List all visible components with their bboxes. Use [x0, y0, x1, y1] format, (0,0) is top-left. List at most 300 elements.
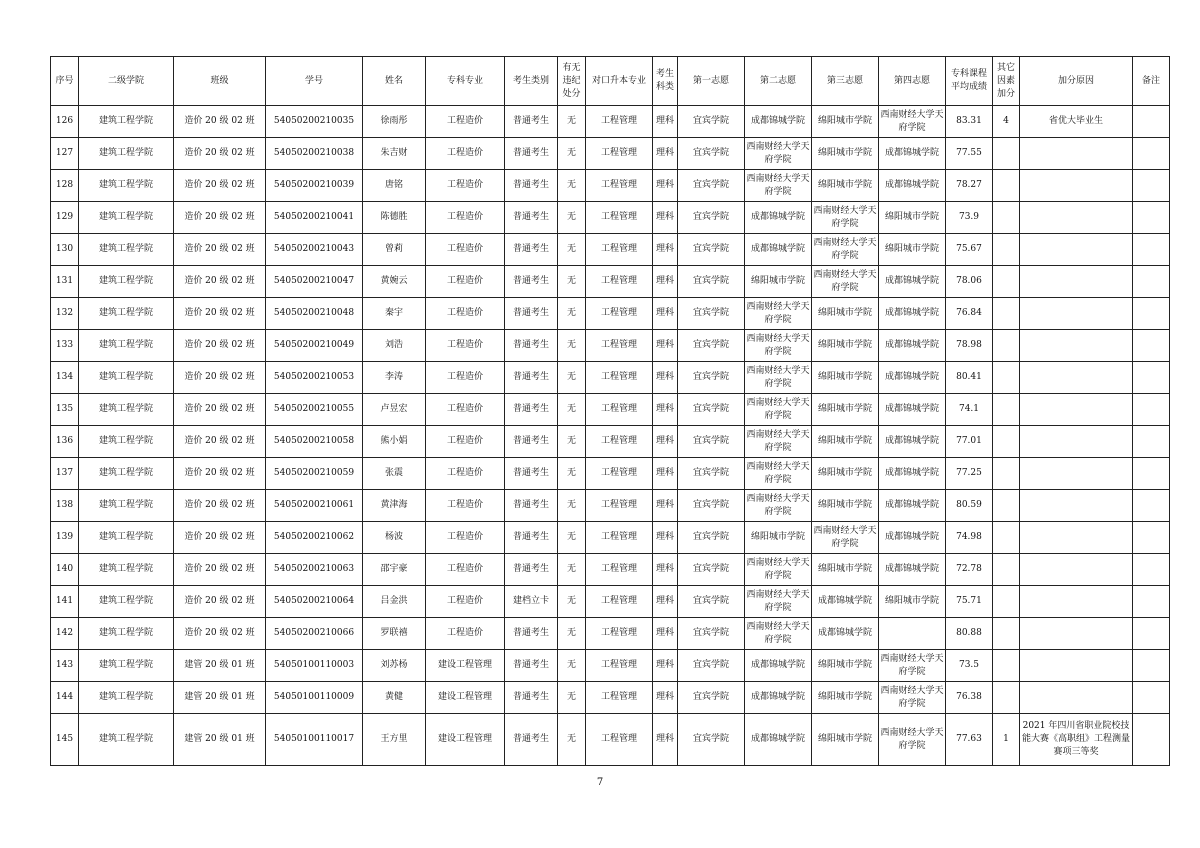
table-cell: 建筑工程学院 — [79, 554, 174, 586]
table-cell: 宜宾学院 — [678, 298, 745, 330]
table-cell — [993, 426, 1020, 458]
table-cell: 成都锦城学院 — [745, 682, 812, 714]
table-cell: 无 — [558, 490, 586, 522]
table-cell: 54050100110009 — [266, 682, 363, 714]
table-cell: 工程造价 — [426, 522, 505, 554]
table-cell: 建筑工程学院 — [79, 586, 174, 618]
table-cell: 工程造价 — [426, 234, 505, 266]
table-cell — [993, 138, 1020, 170]
table-cell — [1133, 330, 1170, 362]
table-cell: 成都锦城学院 — [879, 522, 946, 554]
table-cell: 宜宾学院 — [678, 170, 745, 202]
table-cell: 54050200210041 — [266, 202, 363, 234]
column-header: 序号 — [51, 57, 79, 106]
table-cell: 77.25 — [946, 458, 993, 490]
table-cell — [1020, 362, 1133, 394]
table-cell: 145 — [51, 714, 79, 766]
table-cell: 工程造价 — [426, 266, 505, 298]
table-cell: 普通考生 — [505, 714, 558, 766]
table-cell — [1020, 554, 1133, 586]
table-cell: 造价 20 级 02 班 — [174, 202, 266, 234]
table-cell: 139 — [51, 522, 79, 554]
table-cell: 54050200210053 — [266, 362, 363, 394]
table-cell: 黄婉云 — [363, 266, 426, 298]
table-cell: 72.78 — [946, 554, 993, 586]
table-cell: 西南财经大学天府学院 — [812, 234, 879, 266]
column-header: 二级学院 — [79, 57, 174, 106]
table-cell: 造价 20 级 02 班 — [174, 458, 266, 490]
table-cell: 建筑工程学院 — [79, 138, 174, 170]
table-cell: 成都锦城学院 — [879, 138, 946, 170]
table-cell: 80.41 — [946, 362, 993, 394]
table-cell: 西南财经大学天府学院 — [812, 266, 879, 298]
table-cell: 54050100110017 — [266, 714, 363, 766]
table-row — [51, 490, 1170, 522]
table-cell: 75.71 — [946, 586, 993, 618]
table-cell: 普通考生 — [505, 138, 558, 170]
table-cell — [993, 362, 1020, 394]
table-cell: 建筑工程学院 — [79, 234, 174, 266]
table-cell: 工程造价 — [426, 106, 505, 138]
table-cell: 杨波 — [363, 522, 426, 554]
table-cell: 徐雨彤 — [363, 106, 426, 138]
table-cell: 工程管理 — [586, 682, 653, 714]
table-cell: 工程管理 — [586, 170, 653, 202]
header-row — [51, 57, 1170, 106]
table-cell: 54050200210038 — [266, 138, 363, 170]
table-cell — [993, 554, 1020, 586]
table-row — [51, 138, 1170, 170]
table-cell: 54050200210061 — [266, 490, 363, 522]
table-cell: 普通考生 — [505, 490, 558, 522]
table-cell: 绵阳城市学院 — [812, 298, 879, 330]
table-cell: 工程管理 — [586, 234, 653, 266]
table-cell: 普通考生 — [505, 106, 558, 138]
table-cell: 造价 20 级 02 班 — [174, 426, 266, 458]
table-cell: 无 — [558, 618, 586, 650]
table-cell: 工程造价 — [426, 298, 505, 330]
table-cell: 普通考生 — [505, 298, 558, 330]
table-cell: 建筑工程学院 — [79, 714, 174, 766]
table-cell: 普通考生 — [505, 362, 558, 394]
column-header: 对口升本专业 — [586, 57, 653, 106]
table-cell — [1133, 650, 1170, 682]
table-cell: 绵阳城市学院 — [879, 586, 946, 618]
table-cell: 成都锦城学院 — [879, 330, 946, 362]
table-cell: 77.55 — [946, 138, 993, 170]
table-row — [51, 202, 1170, 234]
table-cell: 理科 — [653, 106, 678, 138]
table-cell: 134 — [51, 362, 79, 394]
table-cell: 理科 — [653, 394, 678, 426]
table-cell: 无 — [558, 266, 586, 298]
table-cell — [1020, 490, 1133, 522]
table-cell: 普通考生 — [505, 522, 558, 554]
table-cell: 工程造价 — [426, 586, 505, 618]
table-cell — [1133, 234, 1170, 266]
table-cell: 邵宇豪 — [363, 554, 426, 586]
table-cell: 刘浩 — [363, 330, 426, 362]
column-header: 姓名 — [363, 57, 426, 106]
table-cell: 普通考生 — [505, 682, 558, 714]
table-cell — [1133, 522, 1170, 554]
table-cell: 成都锦城学院 — [745, 714, 812, 766]
table-cell: 西南财经大学天府学院 — [745, 490, 812, 522]
table-cell: 建管 20 级 01 班 — [174, 650, 266, 682]
table-cell: 工程造价 — [426, 394, 505, 426]
table-cell: 绵阳城市学院 — [812, 426, 879, 458]
table-cell: 绵阳城市学院 — [812, 682, 879, 714]
table-cell: 省优大毕业生 — [1020, 106, 1133, 138]
table-cell: 宜宾学院 — [678, 106, 745, 138]
table-cell: 工程管理 — [586, 490, 653, 522]
column-header: 其它因素加分 — [993, 57, 1020, 106]
table-cell: 无 — [558, 298, 586, 330]
table-cell: 129 — [51, 202, 79, 234]
table-cell — [1133, 266, 1170, 298]
table-cell: 131 — [51, 266, 79, 298]
table-cell — [1133, 298, 1170, 330]
table-cell: 绵阳城市学院 — [812, 490, 879, 522]
table-cell: 74.1 — [946, 394, 993, 426]
table-cell — [1020, 202, 1133, 234]
table-cell: 绵阳城市学院 — [812, 458, 879, 490]
column-header: 班级 — [174, 57, 266, 106]
table-row — [51, 586, 1170, 618]
table-cell — [1020, 170, 1133, 202]
table-cell — [1133, 426, 1170, 458]
table-cell: 普通考生 — [505, 394, 558, 426]
table-cell — [993, 682, 1020, 714]
table-cell: 工程管理 — [586, 394, 653, 426]
table-cell: 绵阳城市学院 — [812, 138, 879, 170]
table-cell: 144 — [51, 682, 79, 714]
table-cell: 140 — [51, 554, 79, 586]
table-cell — [1133, 714, 1170, 766]
table-cell: 工程管理 — [586, 202, 653, 234]
table-cell — [1133, 458, 1170, 490]
table-cell: 宜宾学院 — [678, 618, 745, 650]
table-cell: 绵阳城市学院 — [812, 362, 879, 394]
table-cell: 142 — [51, 618, 79, 650]
table-cell — [993, 202, 1020, 234]
table-cell: 理科 — [653, 330, 678, 362]
table-cell: 卢昱宏 — [363, 394, 426, 426]
table-cell: 造价 20 级 02 班 — [174, 330, 266, 362]
table-cell: 建筑工程学院 — [79, 458, 174, 490]
table-cell: 2021 年四川省职业院校技能大赛《高职组》工程测量赛项三等奖 — [1020, 714, 1133, 766]
table-cell — [1020, 234, 1133, 266]
table-cell: 普通考生 — [505, 330, 558, 362]
table-cell: 造价 20 级 02 班 — [174, 234, 266, 266]
table-cell: 理科 — [653, 362, 678, 394]
table-cell: 西南财经大学天府学院 — [745, 138, 812, 170]
table-cell — [993, 266, 1020, 298]
table-cell: 西南财经大学天府学院 — [745, 618, 812, 650]
table-cell: 工程管理 — [586, 586, 653, 618]
table-cell: 熊小娟 — [363, 426, 426, 458]
table-cell: 78.98 — [946, 330, 993, 362]
column-header: 第二志愿 — [745, 57, 812, 106]
table-cell: 吕金洪 — [363, 586, 426, 618]
table-cell: 成都锦城学院 — [745, 650, 812, 682]
table-cell: 建筑工程学院 — [79, 330, 174, 362]
table-cell: 造价 20 级 02 班 — [174, 490, 266, 522]
table-cell: 宜宾学院 — [678, 490, 745, 522]
table-cell: 工程造价 — [426, 426, 505, 458]
table-cell: 工程造价 — [426, 330, 505, 362]
table-cell: 罗联禧 — [363, 618, 426, 650]
table-cell: 西南财经大学天府学院 — [745, 394, 812, 426]
table-cell: 工程管理 — [586, 106, 653, 138]
table-cell — [993, 330, 1020, 362]
table-cell: 78.27 — [946, 170, 993, 202]
table-cell — [1133, 554, 1170, 586]
table-cell — [1133, 618, 1170, 650]
table-cell: 建筑工程学院 — [79, 682, 174, 714]
table-cell: 136 — [51, 426, 79, 458]
admission-table — [50, 56, 1170, 766]
table-cell: 127 — [51, 138, 79, 170]
table-cell — [1133, 586, 1170, 618]
table-cell: 西南财经大学天府学院 — [745, 458, 812, 490]
table-cell: 西南财经大学天府学院 — [745, 170, 812, 202]
table-cell: 无 — [558, 330, 586, 362]
table-cell: 83.31 — [946, 106, 993, 138]
table-cell: 理科 — [653, 298, 678, 330]
table-cell: 绵阳城市学院 — [812, 394, 879, 426]
table-cell — [1020, 394, 1133, 426]
table-cell: 137 — [51, 458, 79, 490]
table-cell: 成都锦城学院 — [879, 554, 946, 586]
table-cell: 造价 20 级 02 班 — [174, 266, 266, 298]
table-cell: 普通考生 — [505, 618, 558, 650]
table-cell: 建设工程管理 — [426, 650, 505, 682]
table-cell: 成都锦城学院 — [745, 202, 812, 234]
table-row — [51, 234, 1170, 266]
table-cell: 54050200210048 — [266, 298, 363, 330]
column-header: 第三志愿 — [812, 57, 879, 106]
table-row — [51, 330, 1170, 362]
table-cell: 宜宾学院 — [678, 554, 745, 586]
table-cell — [1133, 106, 1170, 138]
table-cell: 理科 — [653, 234, 678, 266]
table-cell: 造价 20 级 02 班 — [174, 586, 266, 618]
column-header: 专科专业 — [426, 57, 505, 106]
table-cell: 工程管理 — [586, 650, 653, 682]
table-cell: 77.63 — [946, 714, 993, 766]
table-row — [51, 394, 1170, 426]
table-cell: 西南财经大学天府学院 — [879, 106, 946, 138]
table-cell: 普通考生 — [505, 426, 558, 458]
table-cell: 西南财经大学天府学院 — [812, 202, 879, 234]
table-cell: 建管 20 级 01 班 — [174, 682, 266, 714]
table-cell: 76.38 — [946, 682, 993, 714]
table-cell: 成都锦城学院 — [879, 394, 946, 426]
table-cell: 西南财经大学天府学院 — [745, 362, 812, 394]
table-cell: 西南财经大学天府学院 — [812, 522, 879, 554]
table-cell: 普通考生 — [505, 458, 558, 490]
table-cell: 工程管理 — [586, 138, 653, 170]
table-cell: 西南财经大学天府学院 — [745, 330, 812, 362]
table-cell: 曾莉 — [363, 234, 426, 266]
table-cell: 陈德胜 — [363, 202, 426, 234]
table-cell: 128 — [51, 170, 79, 202]
table-cell: 建筑工程学院 — [79, 202, 174, 234]
table-cell: 宜宾学院 — [678, 586, 745, 618]
table-cell: 工程造价 — [426, 490, 505, 522]
table-cell: 建筑工程学院 — [79, 490, 174, 522]
table-cell: 普通考生 — [505, 266, 558, 298]
table-cell: 126 — [51, 106, 79, 138]
table-cell: 普通考生 — [505, 202, 558, 234]
table-cell: 54050200210062 — [266, 522, 363, 554]
table-row — [51, 298, 1170, 330]
table-cell: 无 — [558, 682, 586, 714]
table-cell: 刘苏杨 — [363, 650, 426, 682]
table-cell: 绵阳城市学院 — [879, 202, 946, 234]
table-cell: 无 — [558, 202, 586, 234]
table-cell — [1020, 138, 1133, 170]
table-cell — [1020, 298, 1133, 330]
table-cell: 黄津海 — [363, 490, 426, 522]
table-cell: 王方里 — [363, 714, 426, 766]
table-cell: 理科 — [653, 618, 678, 650]
table-cell: 1 — [993, 714, 1020, 766]
table-cell: 普通考生 — [505, 650, 558, 682]
table-cell: 54050100110003 — [266, 650, 363, 682]
table-cell — [1133, 490, 1170, 522]
table-cell: 宜宾学院 — [678, 682, 745, 714]
table-row — [51, 362, 1170, 394]
table-cell — [993, 586, 1020, 618]
table-cell: 工程造价 — [426, 170, 505, 202]
table-cell: 成都锦城学院 — [812, 586, 879, 618]
table-cell: 宜宾学院 — [678, 650, 745, 682]
table-cell: 80.59 — [946, 490, 993, 522]
table-cell: 西南财经大学天府学院 — [745, 586, 812, 618]
column-header: 有无违纪处分 — [558, 57, 586, 106]
table-cell: 绵阳城市学院 — [812, 650, 879, 682]
table-cell: 理科 — [653, 202, 678, 234]
table-cell: 理科 — [653, 138, 678, 170]
table-cell: 成都锦城学院 — [812, 618, 879, 650]
table-cell — [1133, 362, 1170, 394]
table-cell: 工程造价 — [426, 202, 505, 234]
table-cell: 宜宾学院 — [678, 522, 745, 554]
table-cell: 西南财经大学天府学院 — [745, 426, 812, 458]
column-header: 第四志愿 — [879, 57, 946, 106]
table-cell: 建筑工程学院 — [79, 650, 174, 682]
table-cell: 建筑工程学院 — [79, 522, 174, 554]
table-cell: 工程造价 — [426, 138, 505, 170]
table-cell: 西南财经大学天府学院 — [879, 682, 946, 714]
table-cell: 宜宾学院 — [678, 138, 745, 170]
table-row — [51, 266, 1170, 298]
table-cell: 建筑工程学院 — [79, 426, 174, 458]
table-cell: 理科 — [653, 650, 678, 682]
table-cell: 唐铭 — [363, 170, 426, 202]
table-cell: 54050200210059 — [266, 458, 363, 490]
table-cell: 造价 20 级 02 班 — [174, 298, 266, 330]
table-cell: 工程造价 — [426, 618, 505, 650]
table-cell: 77.01 — [946, 426, 993, 458]
table-cell: 54050200210063 — [266, 554, 363, 586]
table-cell: 无 — [558, 106, 586, 138]
table-cell: 成都锦城学院 — [745, 106, 812, 138]
table-cell: 成都锦城学院 — [879, 266, 946, 298]
table-cell: 建筑工程学院 — [79, 394, 174, 426]
table-cell — [993, 650, 1020, 682]
table-cell: 130 — [51, 234, 79, 266]
table-cell: 建筑工程学院 — [79, 106, 174, 138]
table-cell: 无 — [558, 554, 586, 586]
table-cell: 工程管理 — [586, 522, 653, 554]
table-cell: 宜宾学院 — [678, 458, 745, 490]
table-cell: 54050200210047 — [266, 266, 363, 298]
table-cell: 理科 — [653, 586, 678, 618]
column-header: 学号 — [266, 57, 363, 106]
table-cell: 绵阳城市学院 — [745, 522, 812, 554]
table-cell: 宜宾学院 — [678, 362, 745, 394]
table-cell: 工程管理 — [586, 362, 653, 394]
table-cell: 造价 20 级 02 班 — [174, 522, 266, 554]
table-cell: 西南财经大学天府学院 — [879, 650, 946, 682]
table-cell — [1133, 202, 1170, 234]
page-number: 7 — [596, 777, 604, 788]
table-cell — [1020, 586, 1133, 618]
table-cell — [993, 618, 1020, 650]
table-cell — [879, 618, 946, 650]
table-row — [51, 106, 1170, 138]
column-header: 加分原因 — [1020, 57, 1133, 106]
table-cell: 无 — [558, 394, 586, 426]
table-cell — [993, 298, 1020, 330]
table-cell — [1133, 170, 1170, 202]
table-cell: 54050200210039 — [266, 170, 363, 202]
table-cell — [1020, 682, 1133, 714]
table-cell: 133 — [51, 330, 79, 362]
table-cell: 工程造价 — [426, 362, 505, 394]
table-cell: 宜宾学院 — [678, 202, 745, 234]
table-cell: 工程管理 — [586, 458, 653, 490]
table-cell: 无 — [558, 362, 586, 394]
table-cell: 无 — [558, 170, 586, 202]
table-cell: 成都锦城学院 — [879, 298, 946, 330]
table-cell: 宜宾学院 — [678, 394, 745, 426]
column-header: 备注 — [1133, 57, 1170, 106]
table-cell: 138 — [51, 490, 79, 522]
table-cell: 141 — [51, 586, 79, 618]
table-row — [51, 458, 1170, 490]
table-row — [51, 170, 1170, 202]
table-cell: 朱吉财 — [363, 138, 426, 170]
table-cell — [1020, 330, 1133, 362]
table-cell: 54050200210049 — [266, 330, 363, 362]
table-cell: 宜宾学院 — [678, 426, 745, 458]
table-row — [51, 682, 1170, 714]
table-row — [51, 650, 1170, 682]
table-cell: 造价 20 级 02 班 — [174, 170, 266, 202]
table-cell: 54050200210064 — [266, 586, 363, 618]
table-cell: 理科 — [653, 522, 678, 554]
column-header: 专科课程平均成绩 — [946, 57, 993, 106]
table-cell — [993, 394, 1020, 426]
table-cell: 秦宇 — [363, 298, 426, 330]
table-cell: 工程管理 — [586, 554, 653, 586]
table-cell: 54050200210058 — [266, 426, 363, 458]
table-cell: 绵阳城市学院 — [745, 266, 812, 298]
